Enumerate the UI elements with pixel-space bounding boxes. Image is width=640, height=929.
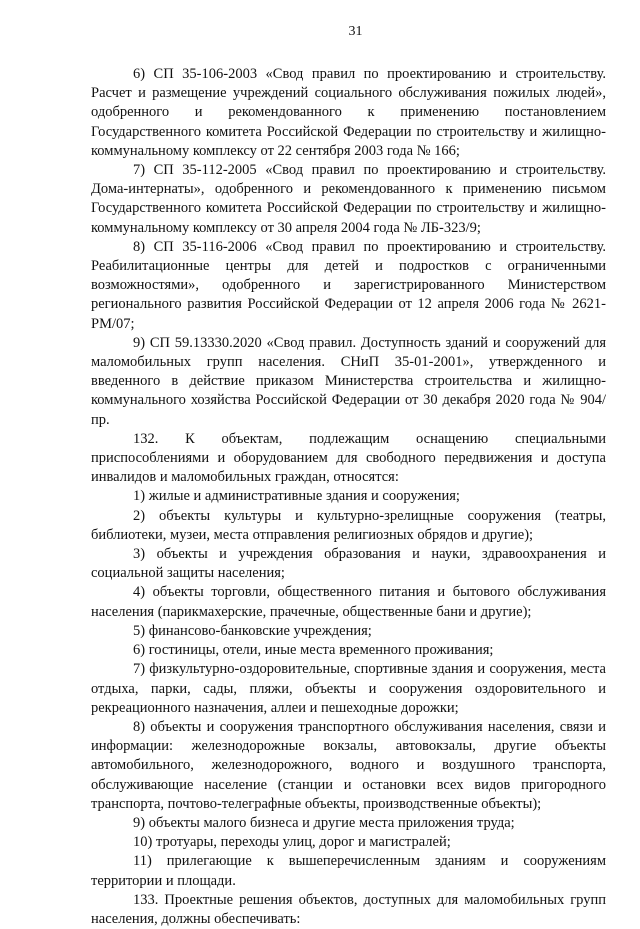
clause-132-item-9: 9) объекты малого бизнеса и другие места приложения труда; — [133, 814, 515, 831]
page-number: 31 — [348, 24, 363, 39]
item-7-sp-35-112-2005: 7) СП 35-112-2005 «Свод правил по проектированию и строительству. Дома-интернаты», одобренного и рекомендованного к применению письмом Государственного комитета Российской Федерации по строительству и жилищно-коммунальному комплексу от 30 апреля 2004 года № ЛБ-323/9; — [91, 162, 606, 236]
clause-132: 132. К объектам, подлежащим оснащению специальными приспособлениями и оборудованием для свободного передвижения и доступа инвалидов и маломобильных граждан, относятся: — [91, 430, 606, 486]
item-6-sp-35-106-2003: 6) СП 35-106-2003 «Свод правил по проектированию и строительству. Расчет и размещение учреждений социального обслуживания пожилых людей», одобренного и рекомендованного к применению постановлением Государственного комитета Российской Федерации по строительству и жилищно-коммунальному комплексу от 22 сентября 2003 года № 166; — [91, 66, 606, 159]
clause-132-item-10: 10) тротуары, переходы улиц, дорог и магистралей; — [133, 834, 451, 851]
clause-132-item-7: 7) физкультурно-оздоровительные, спортивные здания и сооружения, места отдыха, парки, сады, пляжи, объекты и сооружения оздоровительного и рекреационного назначения, аллеи и пешеходные дорожки; — [91, 661, 606, 716]
clause-132-item-5: 5) финансово-банковские учреждения; — [133, 622, 372, 639]
clause-132-item-3: 3) объекты и учреждения образования и науки, здравоохранения и социальной защиты населения; — [91, 546, 606, 582]
clause-133: 133. Проектные решения объектов, доступных для маломобильных групп населения, должны обеспечивать: — [91, 891, 606, 927]
item-8-sp-35-116-2006: 8) СП 35-116-2006 «Свод правил по проектированию и строительству. Реабилитационные центры для детей и подростков с ограниченными возможностями», одобренного и зарегистрированного Министерством регионального развития Российской Федерации от 12 апреля 2006 года № 2621-РМ/07; — [91, 238, 606, 332]
clause-132-item-2: 2) объекты культуры и культурно-зрелищные сооружения (театры, библиотеки, музеи, места отправления религиозных обрядов и другие); — [91, 507, 606, 543]
clause-132-item-1: 1) жилые и административные здания и сооружения; — [133, 488, 460, 505]
clause-132-item-11: 11) прилегающие к вышеперечисленным зданиям и сооружениям территории и площади. — [91, 853, 606, 889]
item-9-sp-59-13330-2020: 9) СП 59.13330.2020 «Свод правил. Доступность зданий и сооружений для маломобильных групп населения. СНиП 35-01-2001», утвержденного и введенного в действие приказом Министерства строительства и жилищно-коммунального хозяйства Российской Федерации от 30 декабря 2020 года № 904/пр. — [91, 334, 606, 428]
document-body — [91, 65, 606, 929]
clause-132-item-8: 8) объекты и сооружения транспортного обслуживания населения, связи и информации: железнодорожные вокзалы, автовокзалы, другие объекты автомобильного, железнодорожного, водного и воздушного транспорта, обслуживающие население (станции и остановки всех видов пригородного транспорта, почтово-телеграфные объекты, производственные объекты); — [91, 718, 606, 812]
clause-132-item-4: 4) объекты торговли, общественного питания и бытового обслуживания населения (парикмахерские, прачечные, общественные бани и другие); — [91, 584, 606, 620]
clause-132-item-6: 6) гостиницы, отели, иные места временного проживания; — [133, 642, 494, 659]
